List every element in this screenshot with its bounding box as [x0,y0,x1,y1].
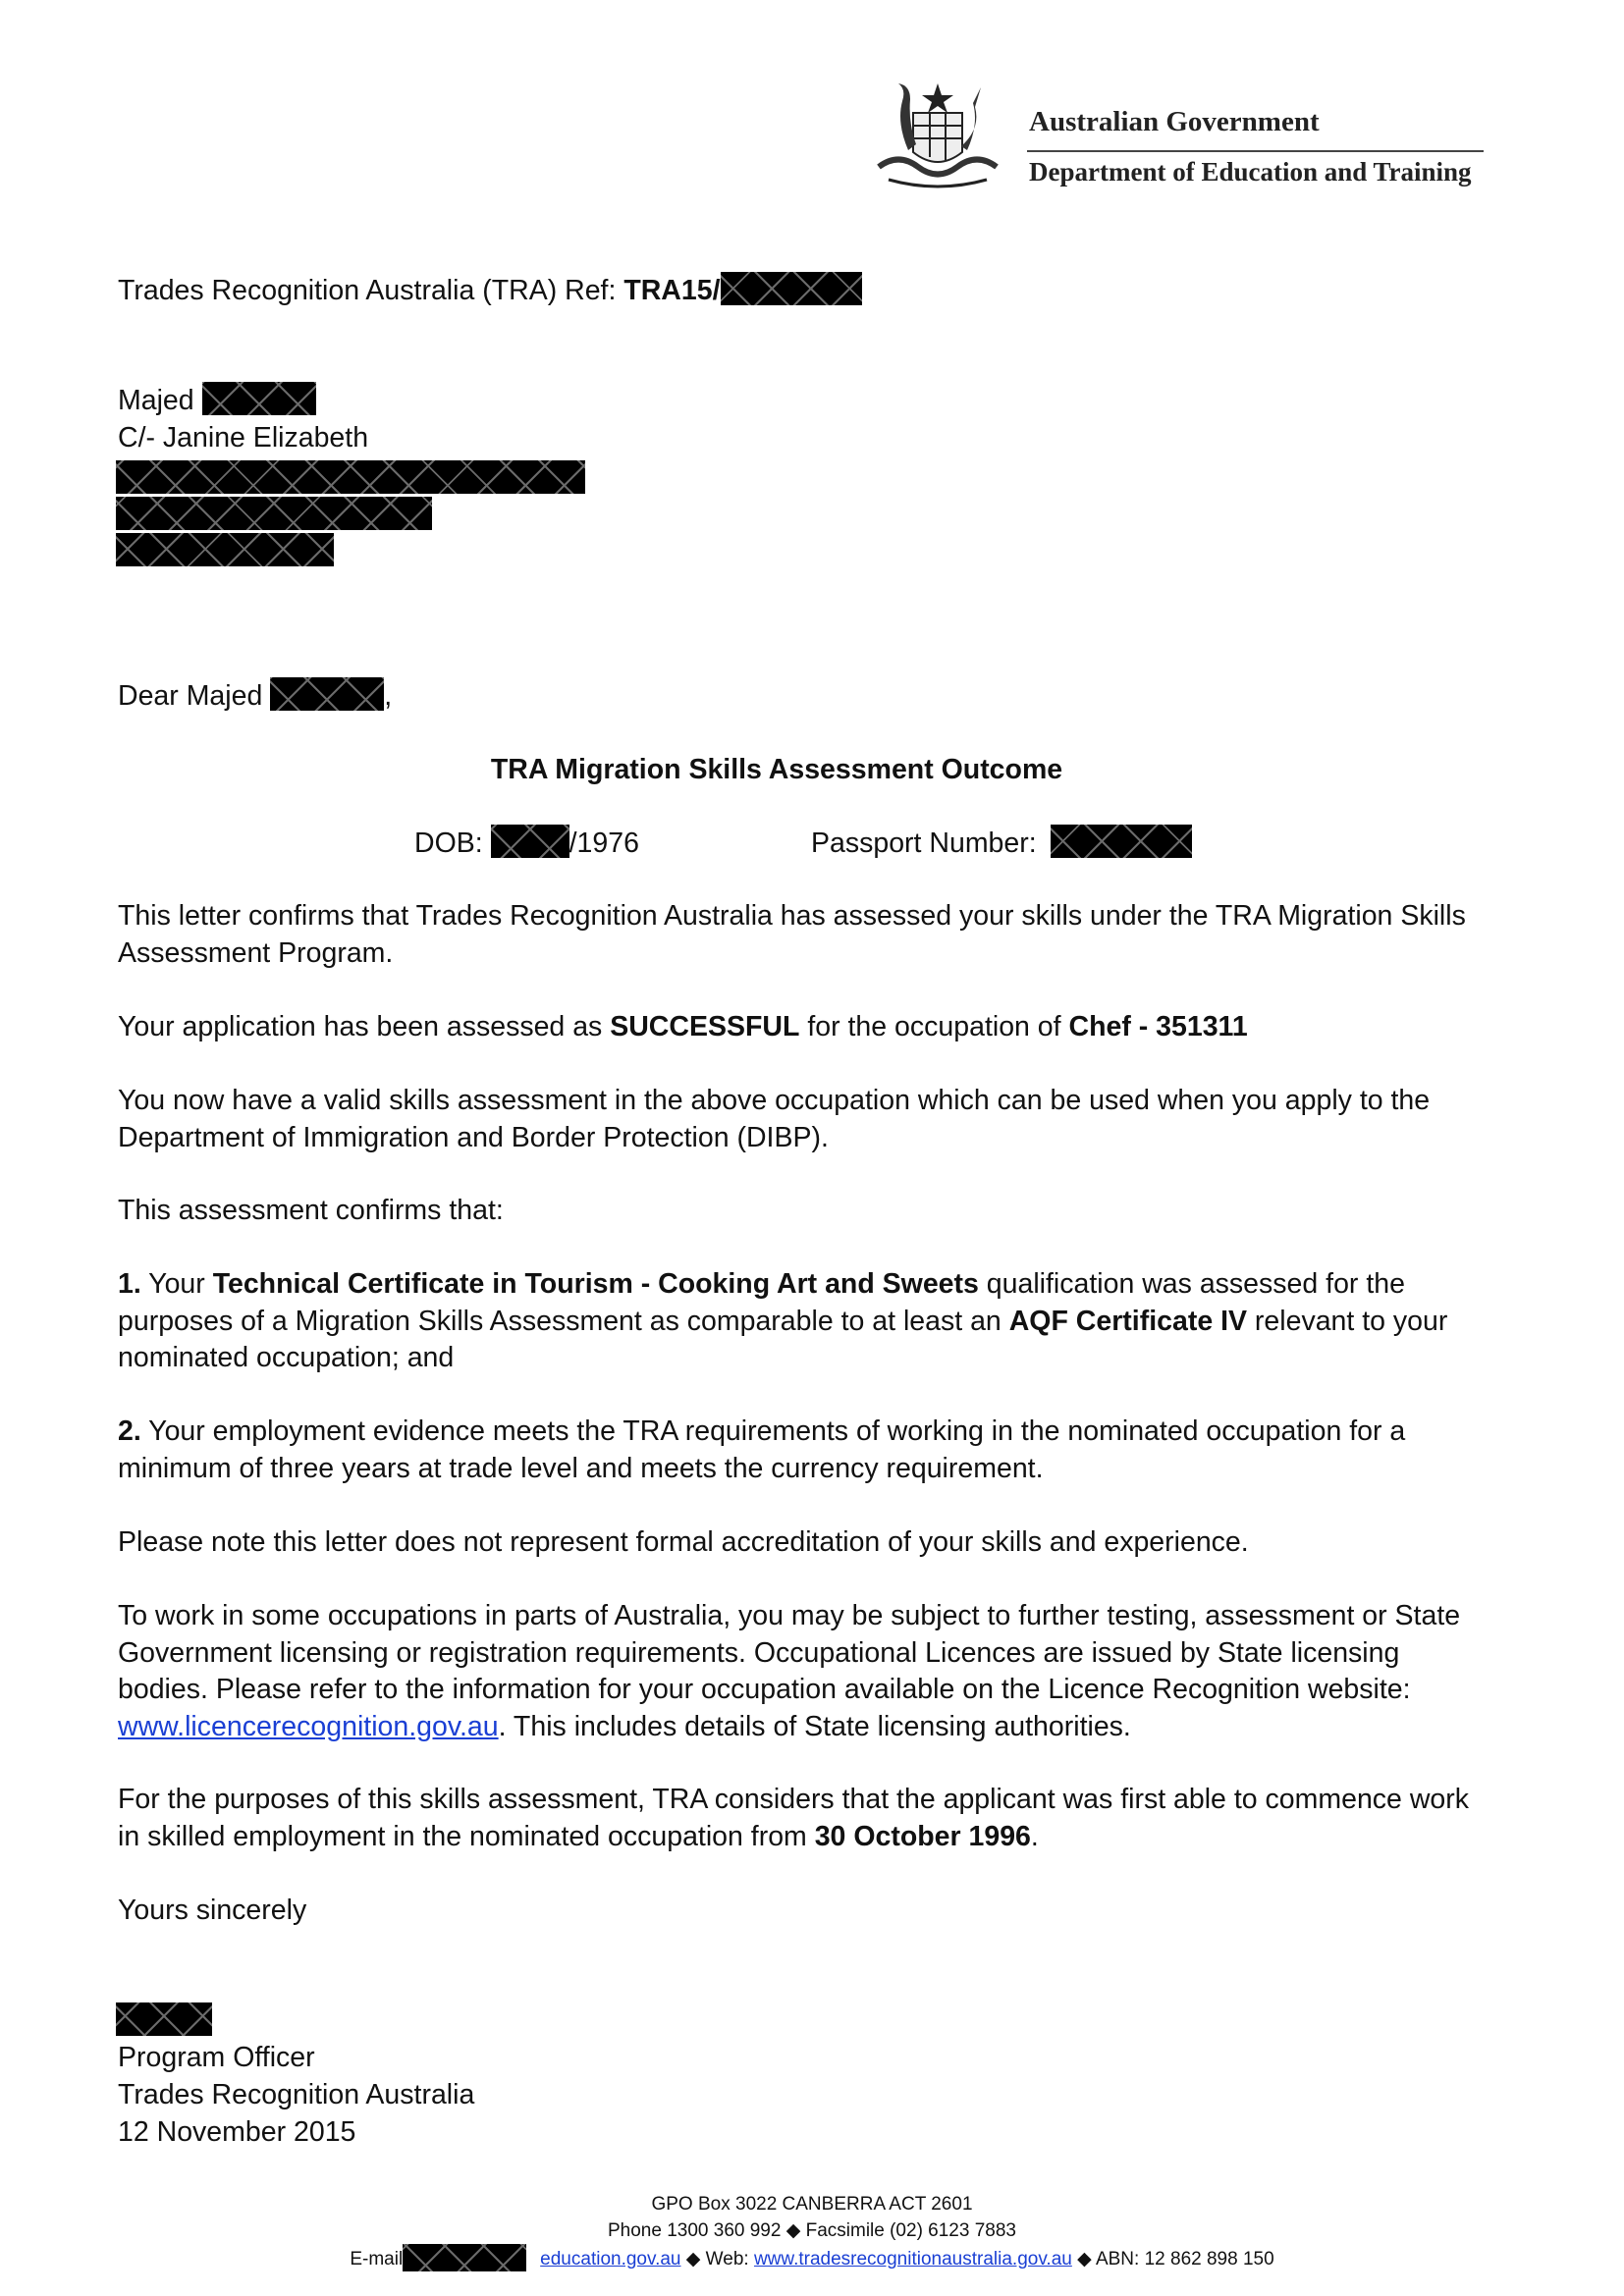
recipient-care-of: C/- Janine Elizabeth [118,422,369,454]
email-link[interactable]: education.gov.au [540,2249,681,2269]
licence-recognition-link[interactable]: www.licencerecognition.gov.au [118,1710,499,1742]
reference-line [118,272,862,309]
email-label: E-mail [350,2249,404,2269]
paragraph-validity: You now have a valid skills assessment in the above occupation which can be used when you apply to the Department of Immigration and Border Protection (DIBP). [118,1085,1431,1153]
paragraph-licensing [118,1598,1488,1745]
sign-off: Yours sincerely [118,1895,307,1926]
reference-label: Trades Recognition Australia (TRA) Ref: [118,275,624,306]
commencement-date: 30 October 1996 [814,1820,1031,1852]
government-name: Australian Government [1029,106,1320,137]
letterhead-divider [1027,150,1484,152]
redaction-block [403,2244,526,2271]
department-name: Department of Education and Training [1029,157,1472,187]
redaction-block [491,825,569,858]
point-text: Your [140,1268,213,1300]
footer-address: GPO Box 3022 CANBERRA ACT 2601 [651,2194,973,2215]
redacted-address-line [116,533,334,566]
passport-label: Passport Number: [811,828,1037,859]
web-label: ◆ Web: [680,2249,754,2269]
paragraph-outcome [118,1009,1492,1046]
footer-contact [0,2244,1624,2272]
redacted-address-line [116,497,432,530]
qualification-name: Technical Certificate in Tourism - Cooking Art and Sweets [212,1268,979,1300]
paragraph-point-1 [118,1266,1492,1377]
website-link[interactable]: www.tradesrecognitionaustralia.gov.au [753,2249,1072,2269]
point-number: 1. [118,1268,141,1300]
redaction-block [270,677,384,711]
redacted-address-line [116,460,585,494]
paragraph-commencement [118,1782,1492,1855]
paragraph-point-2 [118,1414,1492,1487]
redaction-block [202,382,316,415]
letter-heading: TRA Migration Skills Assessment Outcome [490,754,1063,785]
salutation-comma: , [384,680,393,712]
paragraph-note: Please note this letter does not represent formal accreditation of your skills and experience. [118,1526,1249,1558]
paragraph-confirmation: This letter confirms that Trades Recognition Australia has assessed your skills under the TRA Migration Skills Assessment Program. [118,900,1466,969]
paragraph-confirms-intro: This assessment confirms that: [118,1195,504,1226]
dob-label: DOB: [414,828,483,859]
point-text: qualification was assessed for the purposes of a Migration Skills Assessment as comparable to at least an [118,1268,1405,1337]
point-text: relevant to your nominated occupation; and [118,1305,1448,1373]
coat-of-arms-icon [859,74,1016,196]
recipient-first-name: Majed [118,385,194,416]
commencement-period: . [1030,1820,1039,1852]
dob-line [414,825,639,862]
aqf-level: AQF Certificate IV [1008,1305,1248,1337]
signatory-organisation: Trades Recognition Australia [118,2079,475,2110]
licensing-text-2: . This includes details of State licensing authorities. [498,1710,1131,1742]
licensing-text: To work in some occupations in parts of Australia, you may be subject to further testing, assessment or State Government licensing or registration requirements. Occupational Licences are issued by State licensing bodies. Please refer to the information for your occupation available on the Licence Recognition website: [118,1600,1461,1705]
outcome-text: Your application has been assessed as [118,1011,611,1042]
redacted-signatory-name [116,2002,212,2036]
passport-line [811,825,1192,862]
reference-code: TRA15/ [623,275,721,306]
abn-text: ◆ ABN: 12 862 898 150 [1071,2249,1274,2269]
dob-year: /1976 [568,828,639,859]
letter-date: 12 November 2015 [118,2116,356,2148]
redaction-block [721,272,862,305]
commencement-text: For the purposes of this skills assessment, TRA considers that the applicant was first able to commence work in skilled employment in the nominated occupation from [118,1784,1469,1852]
occupation-code: Chef - 351311 [1068,1011,1248,1042]
outcome-text-2: for the occupation of [799,1011,1069,1042]
signatory-title: Program Officer [118,2042,315,2073]
salutation [118,677,392,715]
outcome-status: SUCCESSFUL [610,1011,800,1042]
point-number: 2. [118,1415,141,1447]
footer-phone: Phone 1300 360 992 ◆ Facsimile (02) 6123 7883 [607,2220,1016,2241]
salutation-text: Dear Majed [118,680,263,712]
redaction-block [1051,825,1192,858]
point-text: Your employment evidence meets the TRA requirements of working in the nominated occupation for a minimum of three years at trade level and meets the currency requirement. [118,1415,1406,1484]
recipient-name-line [118,382,316,419]
